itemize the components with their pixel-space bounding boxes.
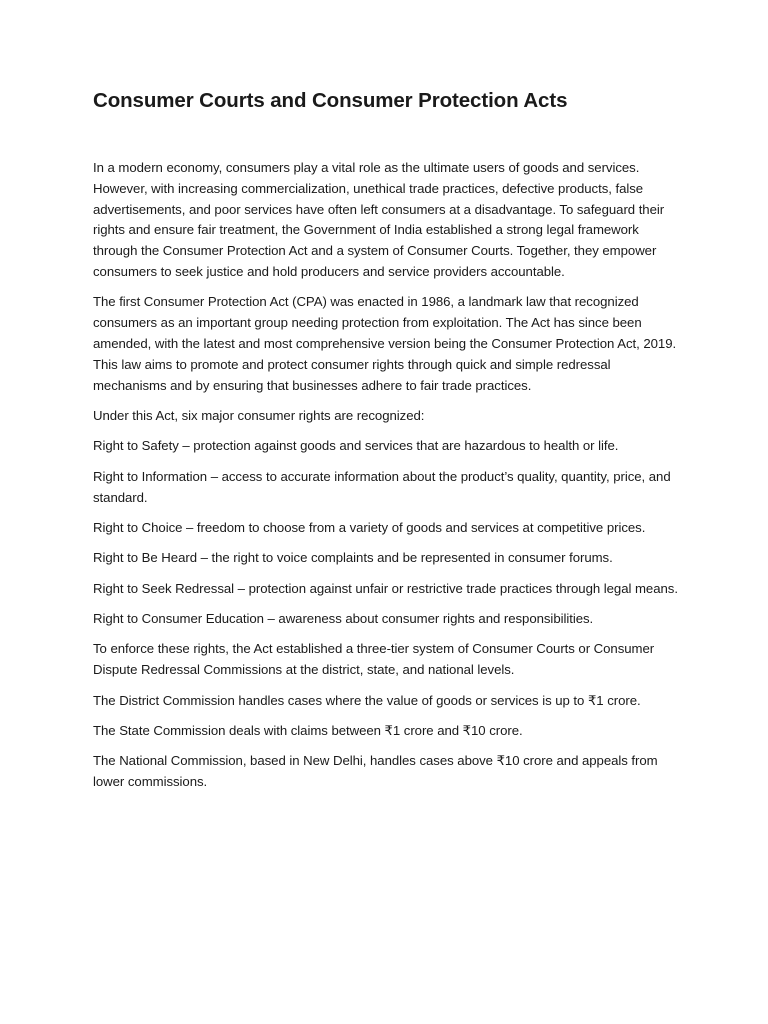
document-page — [93, 86, 683, 803]
paragraph-right-choice: Right to Choice – freedom to choose from a variety of goods and services at competitive prices. — [93, 519, 646, 535]
paragraph-district-commission: The District Commission handles cases where the value of goods or services is up to ₹1 crore. — [93, 692, 641, 708]
paragraph-intro: In a modern economy, consumers play a vital role as the ultimate users of goods and services. However, with increasing commercialization, unethical trade practices, defective products, false advertisements, and poor services have often left consumers at a disadvantage. To safeguard their rights and ensure fair treatment, the Government of India established a strong legal framework through the Consumer Protection Act and a system of Consumer Courts. Together, they empower consumers to seek justice and hold producers and service providers accountable. — [93, 160, 665, 279]
paragraph-right-redressal: Right to Seek Redressal – protection against unfair or restrictive trade practices through legal means. — [93, 580, 678, 596]
paragraph-state-commission: The State Commission deals with claims between ₹1 crore and ₹10 crore. — [93, 723, 523, 739]
document-body — [93, 158, 683, 793]
paragraph-right-education: Right to Consumer Education – awareness about consumer rights and responsibilities. — [93, 611, 594, 627]
paragraph-right-information: Right to Information – access to accurate information about the product’s quality, quantity, price, and standard. — [93, 468, 671, 505]
document-title: Consumer Courts and Consumer Protection Acts — [93, 89, 568, 112]
paragraph-cpa-history: The first Consumer Protection Act (CPA) was enacted in 1986, a landmark law that recognized consumers as an important group needing protection from exploitation. The Act has since been amended, with the latest and most comprehensive version being the Consumer Protection Act, 2019. This law aims to promote and protect consumer rights through quick and simple redressal mechanisms and by ensuring that businesses adhere to fair trade practices. — [93, 294, 677, 393]
paragraph-right-heard: Right to Be Heard – the right to voice complaints and be represented in consumer forums. — [93, 550, 613, 566]
paragraph-three-tier: To enforce these rights, the Act established a three-tier system of Consumer Courts or Consumer Dispute Redressal Commissions at the district, state, and national levels. — [93, 641, 655, 678]
paragraph-national-commission: The National Commission, based in New Delhi, handles cases above ₹10 crore and appeals from lower commissions. — [93, 753, 658, 790]
paragraph-rights-intro: Under this Act, six major consumer rights are recognized: — [93, 407, 425, 423]
paragraph-right-safety: Right to Safety – protection against goods and services that are hazardous to health or life. — [93, 438, 619, 454]
